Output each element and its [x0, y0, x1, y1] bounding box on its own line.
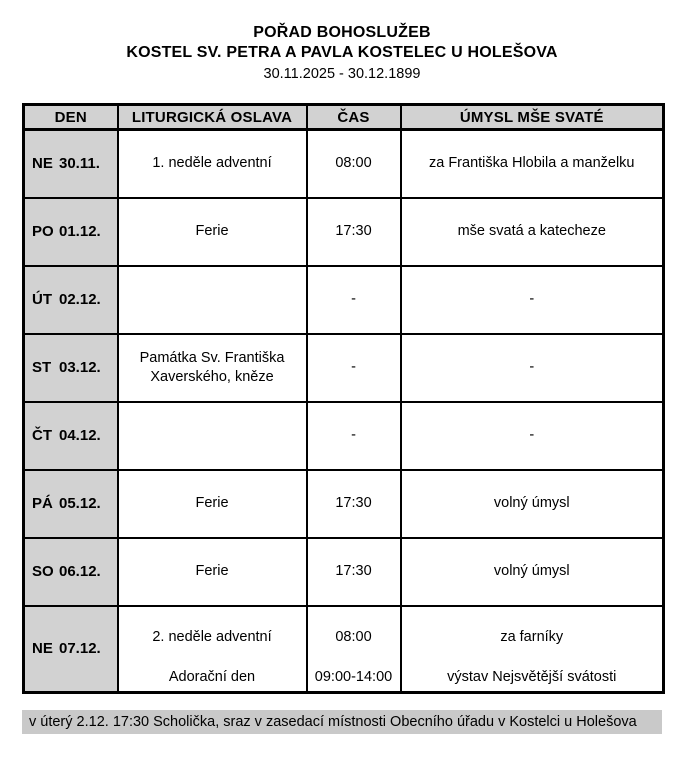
intention-cell: volný úmysl: [401, 470, 664, 538]
celebration-cell: Ferie: [118, 470, 307, 538]
day-date: 06.12.: [59, 563, 101, 580]
day-date: 05.12.: [59, 495, 101, 512]
day-abbr: NE: [32, 640, 53, 657]
time-cell: -: [307, 402, 401, 470]
table-row: [24, 470, 664, 538]
celebration-cell: [118, 266, 307, 334]
date-range: 30.11.2025 - 30.12.1899: [263, 66, 421, 82]
day-cell: [24, 538, 118, 606]
time-cell: 17:30: [307, 538, 401, 606]
day-abbr: ÚT: [32, 291, 52, 308]
celebration-cell: [118, 402, 307, 470]
day-date: 03.12.: [59, 359, 101, 376]
table-row: [24, 334, 664, 402]
celebration-cell: Ferie: [118, 198, 307, 266]
table-row: [24, 130, 664, 198]
intention-line-2: výstav Nejsvětější svátosti: [447, 668, 617, 685]
time-cell: 17:30: [307, 470, 401, 538]
column-header-time: ČAS: [307, 105, 401, 130]
table-row: [24, 402, 664, 470]
title-block: [0, 0, 684, 84]
intention-cell: za Františka Hlobila a manželku: [401, 130, 664, 198]
day-cell: [24, 470, 118, 538]
intention-cell: -: [401, 266, 664, 334]
day-abbr: ST: [32, 359, 52, 376]
table-row: [24, 198, 664, 266]
day-cell: [24, 266, 118, 334]
intention-cell: [401, 606, 664, 693]
intention-cell: mše svatá a katecheze: [401, 198, 664, 266]
footer-note: v úterý 2.12. 17:30 Scholička, sraz v zasedací místnosti Obecního úřadu v Kostelci u Holešova: [22, 710, 662, 734]
time-cell: -: [307, 266, 401, 334]
day-cell: [24, 334, 118, 402]
time-line-1: 08:00: [335, 628, 372, 645]
celebration-line-1: 2. neděle adventní: [152, 628, 272, 645]
church-name: KOSTEL SV. PETRA A PAVLA KOSTELEC U HOLEŠOVA: [126, 44, 558, 61]
day-abbr: PÁ: [32, 495, 53, 512]
day-abbr: ČT: [32, 427, 52, 444]
day-date: 02.12.: [59, 291, 101, 308]
schedule-table: [22, 103, 665, 694]
celebration-line-2: Adorační den: [168, 668, 256, 685]
day-date: 30.11.: [59, 155, 100, 173]
day-abbr: PO: [32, 223, 54, 240]
celebration-cell: [118, 606, 307, 693]
intention-cell: -: [401, 334, 664, 402]
time-cell: 08:00: [307, 130, 401, 198]
time-cell: -: [307, 334, 401, 402]
table-row: [24, 606, 664, 693]
intention-line-1: za farníky: [500, 628, 564, 645]
day-date: 04.12.: [59, 427, 101, 444]
table-row: [24, 538, 664, 606]
day-date: 01.12.: [59, 223, 101, 240]
day-abbr: SO: [32, 563, 54, 580]
column-header-celebration: LITURGICKÁ OSLAVA: [118, 105, 307, 130]
day-cell: [24, 130, 118, 198]
celebration-cell: Ferie: [118, 538, 307, 606]
time-line-2: 09:00-14:00: [314, 668, 393, 685]
column-header-intention: ÚMYSL MŠE SVATÉ: [401, 105, 664, 130]
page-title: POŘAD BOHOSLUŽEB: [253, 24, 431, 41]
column-header-day: DEN: [24, 105, 118, 130]
day-cell: [24, 198, 118, 266]
intention-cell: volný úmysl: [401, 538, 664, 606]
day-abbr: NE: [32, 155, 53, 173]
table-header-row: [24, 105, 664, 130]
day-cell: [24, 606, 118, 693]
intention-cell: -: [401, 402, 664, 470]
time-cell: 17:30: [307, 198, 401, 266]
table-row: [24, 266, 664, 334]
day-cell: [24, 402, 118, 470]
celebration-cell: 1. neděle adventní: [118, 130, 307, 198]
day-date: 07.12.: [59, 640, 101, 657]
time-cell: [307, 606, 401, 693]
celebration-cell: Památka Sv. Františka Xaverského, kněze: [118, 334, 307, 402]
